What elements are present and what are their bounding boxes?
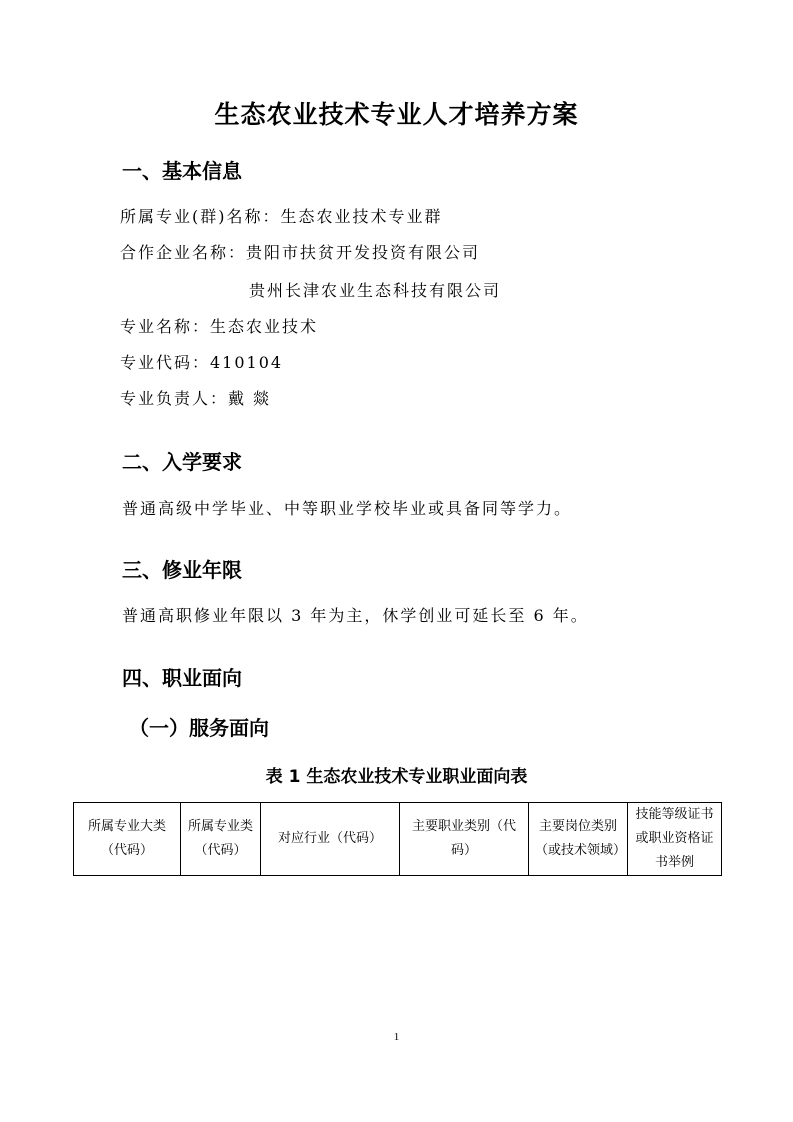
document-title: 生态农业技术专业人才培养方案 (214, 100, 579, 129)
page-number: 1 (393, 1031, 400, 1043)
info-line-major-lead: 专业负责人：戴 燚 (120, 389, 272, 408)
info-line-major-group: 所属专业(群)名称：生态农业技术专业群 (120, 207, 443, 226)
subsection-heading-service: （一）服务面向 (129, 716, 269, 740)
header-major-class: 所属专业类（代码） (181, 803, 261, 876)
duration-text: 普通高职修业年限以 3 年为主，休学创业可延长至 6 年。 (122, 606, 589, 625)
header-occupation: 主要职业类别（代码） (400, 803, 529, 876)
table-header-row (74, 803, 722, 876)
header-industry: 对应行业（代码） (261, 803, 400, 876)
section-heading-duration: 三、修业年限 (122, 558, 242, 582)
header-major-category: 所属专业大类（代码） (74, 803, 181, 876)
info-line-major-code: 专业代码：410104 (120, 353, 284, 372)
info-line-partner-enterprise: 合作企业名称：贵阳市扶贫开发投资有限公司 (120, 243, 481, 262)
section-heading-career: 四、职业面向 (122, 666, 242, 690)
header-position: 主要岗位类别（或技术领域） (529, 803, 628, 876)
admission-text: 普通高级中学毕业、中等职业学校毕业或具备同等学力。 (122, 499, 573, 518)
table-caption: 表 1 生态农业技术专业职业面向表 (265, 767, 528, 787)
info-line-partner-enterprise-2: 贵州长津农业生态科技有限公司 (249, 281, 502, 300)
career-table (73, 802, 722, 876)
info-line-major-name: 专业名称：生态农业技术 (120, 317, 319, 336)
header-certificate: 技能等级证书或职业资格证书举例 (628, 803, 722, 876)
section-heading-admission: 二、入学要求 (122, 450, 242, 474)
section-heading-basic-info: 一、基本信息 (122, 159, 242, 183)
